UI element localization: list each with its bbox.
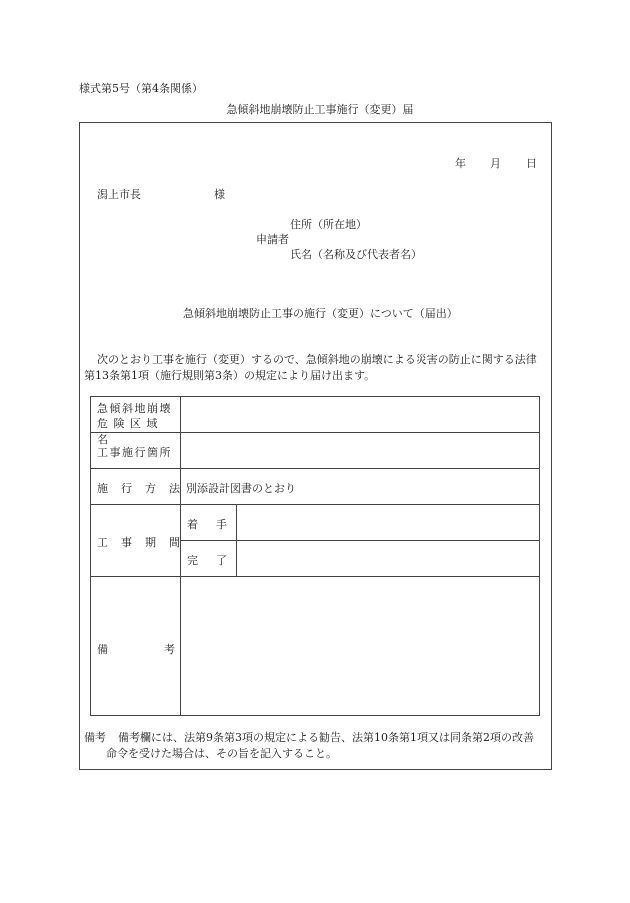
date-day: 日 — [526, 157, 537, 170]
body-line-2: 第13条第1項（施行規則第3条）の規定により届け出ます。 — [84, 369, 376, 382]
work-method-label: 施行方法 — [97, 482, 193, 495]
addressee: 潟上市長 — [97, 188, 141, 201]
remarks-field[interactable] — [181, 577, 539, 715]
work-start-label: 着手 — [187, 518, 245, 531]
name-label: 氏名（名称及び代表者名） — [290, 248, 422, 261]
work-method-value: 別添設計図書のとおり — [186, 482, 296, 495]
work-end-field[interactable] — [237, 541, 539, 576]
addressee-honorific: 様 — [214, 188, 225, 201]
remarks-label: 備考 — [97, 643, 231, 656]
address-label: 住所（所在地） — [290, 218, 367, 231]
note-line-2: 命令を受けた場合は、その旨を記入すること。 — [106, 747, 337, 760]
work-start-field[interactable] — [237, 505, 539, 540]
work-period-label: 工事期間 — [97, 536, 193, 549]
work-location-label: 工事施行箇所 — [97, 446, 172, 459]
work-location-field[interactable] — [181, 433, 539, 468]
work-end-label: 完了 — [187, 554, 245, 567]
date-year: 年 — [455, 157, 466, 170]
date-month: 月 — [490, 157, 501, 170]
form-title: 急傾斜地崩壊防止工事施行（変更）届 — [226, 103, 414, 116]
zone-name-label-line2: 危険区域名 — [97, 417, 163, 446]
form-number: 様式第5号（第4条関係） — [79, 82, 203, 95]
subject: 急傾斜地崩壊防止工事の施行（変更）について（届出） — [183, 307, 458, 320]
note-label: 備考 — [84, 731, 106, 744]
body-line-1: 次のとおり工事を施行（変更）するので、急傾斜地の崩壊による災害の防止に関する法律 — [97, 353, 537, 366]
zone-name-field[interactable] — [181, 397, 539, 432]
note-line-1: 備考欄には、法第9条第3項の規定による勧告、法第10条第1項又は同条第2項の改善 — [118, 731, 534, 744]
applicant-label: 申請者 — [256, 233, 289, 246]
zone-name-label-line1: 急傾斜地崩壊 — [97, 402, 172, 415]
